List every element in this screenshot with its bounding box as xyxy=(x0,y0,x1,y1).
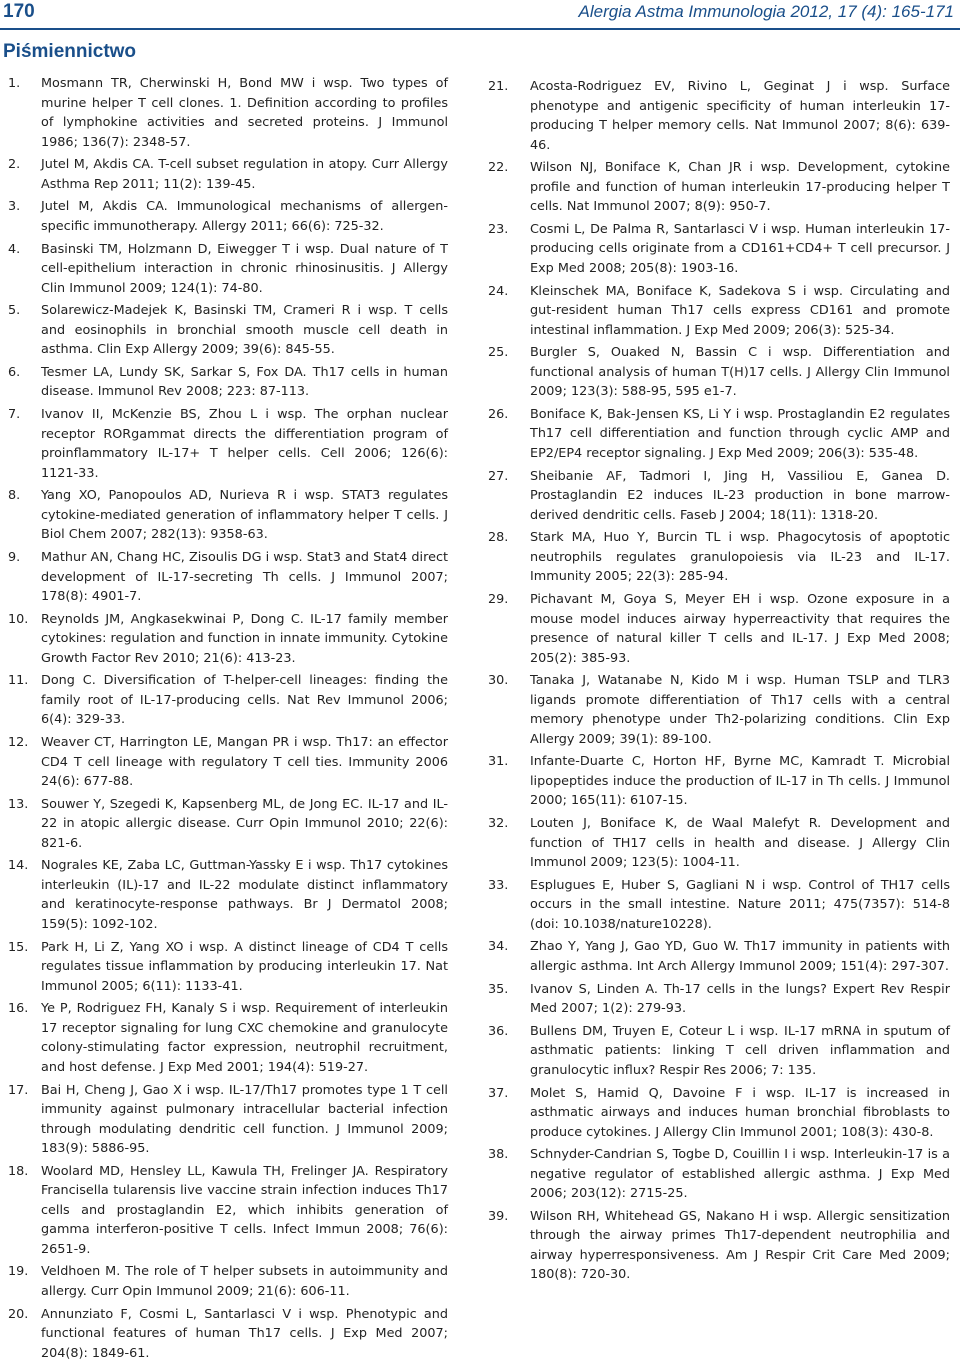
reference-number: 4. xyxy=(8,241,21,257)
reference-item xyxy=(8,610,448,669)
reference-text: Louten J, Boniface K, de Waal Malefyt R. Development and function of TH17 cells in health and disease. J Allergy Clin Immunol 2009; 123(5): 1004-11. xyxy=(530,816,950,871)
reference-item xyxy=(8,486,448,545)
reference-number: 29. xyxy=(488,592,509,607)
reference-text: Souwer Y, Szegedi K, Kapsenberg ML, de Jong EC. IL-17 and IL-22 in atopic allergic disease. Curr Opin Immunol 2010; 22(6): 821-6. xyxy=(41,796,448,851)
reference-item xyxy=(8,1162,448,1260)
reference-text: Jutel M, Akdis CA. Immunological mechanisms of allergen-specific immunotherapy. Allergy 2011; 66(6): 725-32. xyxy=(41,199,448,234)
reference-number: 12. xyxy=(8,735,29,751)
reference-number: 28. xyxy=(488,530,509,546)
reference-number: 1. xyxy=(8,76,21,91)
reference-text: Ivanov II, McKenzie BS, Zhou L i wsp. The orphan nuclear receptor RORgammat directs the differentiation program of proinflammatory IL-17+ T helper cells. Cell 2006; 126(6): 1121-33. xyxy=(41,407,448,481)
reference-item xyxy=(8,999,448,1077)
reference-text: Schnyder-Candrian S, Togbe D, Couillin I i wsp. Interleukin-17 is a negative regulator of established allergic asthma. J Exp Med 2006; 203(12): 2715-25. xyxy=(530,1147,950,1202)
reference-number: 17. xyxy=(8,1082,29,1098)
reference-number: 30. xyxy=(488,673,509,689)
reference-number: 20. xyxy=(8,1306,29,1322)
reference-text: Nograles KE, Zaba LC, Guttman-Yassky E i wsp. Th17 cytokines interleukin (IL)-17 and IL-22 modulate distinct inflammatory and keratinocyte-response pathways. Br J Dermatol 2008; 159(5): 1092-102. xyxy=(41,858,448,932)
reference-number: 25. xyxy=(488,345,509,361)
reference-number: 33. xyxy=(488,877,509,893)
reference-text: Ivanov S, Linden A. Th-17 cells in the lungs? Expert Rev Respir Med 2007; 1(2): 279-93. xyxy=(530,981,950,1017)
reference-text: Jutel M, Akdis CA. T-cell subset regulation in atopy. Curr Allergy Asthma Rep 2011; 11(2): 139-45. xyxy=(41,157,448,192)
reference-item xyxy=(488,590,950,668)
header-divider xyxy=(0,28,960,30)
reference-number: 19. xyxy=(8,1264,29,1280)
reference-number: 11. xyxy=(8,673,29,689)
reference-number: 10. xyxy=(8,611,29,627)
reference-text: Burgler S, Ouaked N, Bassin C i wsp. Differentiation and functional analysis of human T(H)17 cells. J Allergy Clin Immunol 2009; 123(3): 588-95, 595 e1-7. xyxy=(530,345,950,400)
reference-item xyxy=(8,74,448,152)
reference-item xyxy=(488,220,950,279)
reference-text: Basinski TM, Holzmann D, Eiwegger T i wsp. Dual nature of T cell-epithelium interaction in chronic rhinosinusitis. J Allergy Clin Immunol 2009; 124(1): 74-80. xyxy=(41,241,448,296)
reference-text: Yang XO, Panopoulos AD, Nurieva R i wsp. STAT3 regulates cytokine-mediated generation of inflammatory helper T cells. J Biol Chem 2007; 282(13): 9358-63. xyxy=(41,488,448,543)
reference-number: 5. xyxy=(8,303,21,319)
reference-text: Esplugues E, Huber S, Gagliani N i wsp. Control of TH17 cells occurs in the small intestine. Nature 2011; 475(7357): 514-8 (doi: 10.1038/nature10228). xyxy=(530,877,950,932)
reference-item xyxy=(8,1305,448,1364)
reference-text: Woolard MD, Hensley LL, Kawula TH, Frelinger JA. Respiratory Francisella tularensis live vaccine strain infection induces Th17 cells and prostaglandin E2, which inhibits generation of gamma interferon-positive T cells. Infect Immun 2008; 76(6): 2651-9. xyxy=(41,1163,448,1257)
reference-text: Tesmer LA, Lundy SK, Sarkar S, Fox DA. Th17 cells in human disease. Immunol Rev 2008; 223: 87-113. xyxy=(41,364,448,400)
reference-item xyxy=(488,980,950,1019)
reference-number: 38. xyxy=(488,1147,509,1163)
reference-text: Bullens DM, Truyen E, Coteur L i wsp. IL-17 mRNA in sputum of asthmatic patients: linking T cell driven inflammation and granulocytic influx? Respir Res 2006; 7: 135. xyxy=(530,1023,950,1078)
reference-item xyxy=(488,282,950,341)
reference-item xyxy=(8,363,448,402)
page-header xyxy=(0,0,960,26)
reference-number: 3. xyxy=(8,199,21,215)
reference-number: 15. xyxy=(8,939,29,955)
reference-text: Reynolds JM, Angkasekwinai P, Dong C. IL-17 family member cytokines: regulation and function in innate immunity. Cytokine Growth Factor Rev 2010; 21(6): 413-23. xyxy=(41,611,448,666)
reference-item xyxy=(488,814,950,873)
reference-item xyxy=(488,1084,950,1143)
reference-text: Stark MA, Huo Y, Burcin TL i wsp. Phagocytosis of apoptotic neutrophils regulates granulopoiesis via IL-23 and IL-17. Immunity 2005; 22(3): 285-94. xyxy=(530,530,950,585)
reference-number: 34. xyxy=(488,939,509,955)
reference-text: Bai H, Cheng J, Gao X i wsp. IL-17/Th17 promotes type 1 T cell immunity against pulmonary intracellular bacterial infection through modulating dendritic cell function. J Immunol 2009; 183(9): 5886-95. xyxy=(41,1082,448,1156)
reference-item xyxy=(488,671,950,749)
reference-number: 35. xyxy=(488,981,509,997)
reference-item xyxy=(488,405,950,464)
reference-text: Solarewicz-Madejek K, Basinski TM, Crameri R i wsp. T cells and eosinophils in bronchial smooth muscle cell death in asthma. Clin Exp Allergy 2009; 39(6): 845-55. xyxy=(41,303,448,358)
reference-item xyxy=(8,301,448,360)
reference-number: 2. xyxy=(8,157,21,173)
reference-item xyxy=(488,343,950,402)
reference-text: Mosmann TR, Cherwinski H, Bond MW i wsp. Two types of murine helper T cell clones. 1. Definition according to profiles of lymphokine activities and secreted proteins. J Immunol 1986; 136(7): 2348-57. xyxy=(41,76,448,150)
reference-item xyxy=(8,671,448,730)
reference-item xyxy=(8,795,448,854)
reference-number: 37. xyxy=(488,1085,509,1101)
reference-number: 14. xyxy=(8,858,29,874)
reference-item xyxy=(488,77,950,155)
reference-text: Pichavant M, Goya S, Meyer EH i wsp. Ozone exposure in a mouse model induces airway hyperreactivity that requires the presence of natural killer T cells and IL-17. J Exp Med 2008; 205(2): 385-93. xyxy=(530,592,950,666)
reference-text: Veldhoen M. The role of T helper subsets in autoimmunity and allergy. Curr Opin Immunol 2009; 21(6): 606-11. xyxy=(41,1264,448,1299)
reference-text: Wilson RH, Whitehead GS, Nakano H i wsp. Allergic sensitization through the airway primes Th17-dependent neutrophilia and airway hyperresponsiveness. Am J Respir Crit Care Med 2009; 180(8): 720-30. xyxy=(530,1208,950,1283)
reference-item xyxy=(8,405,448,483)
reference-text: Boniface K, Bak-Jensen KS, Li Y i wsp. Prostaglandin E2 regulates Th17 cell differentiation and function through cyclic AMP and EP2/EP4 receptor signaling. J Exp Med 2009; 206(3): 535-48. xyxy=(530,406,950,461)
reference-number: 8. xyxy=(8,488,21,504)
reference-item xyxy=(488,467,950,526)
reference-text: Kleinschek MA, Boniface K, Sadekova S i wsp. Circulating and gut-resident human Th17 cells express CD161 and promote intestinal inflammation. J Exp Med 2009; 206(3): 525-34. xyxy=(530,283,950,338)
reference-text: Dong C. Diversification of T-helper-cell lineages: finding the family root of IL-17-producing cells. Nat Rev Immunol 2006; 6(4): 329-33. xyxy=(41,673,448,728)
reference-number: 6. xyxy=(8,364,21,380)
page-number: 170 xyxy=(3,1,35,22)
reference-item xyxy=(488,158,950,217)
reference-text: Mathur AN, Chang HC, Zisoulis DG i wsp. Stat3 and Stat4 direct development of IL-17-secreting Th cells. J Immunol 2007; 178(8): 4901-7. xyxy=(41,550,448,604)
reference-number: 13. xyxy=(8,796,29,812)
reference-number: 9. xyxy=(8,550,21,565)
reference-number: 7. xyxy=(8,407,21,423)
reference-number: 39. xyxy=(488,1208,509,1224)
references-right-column xyxy=(488,77,950,1288)
reference-number: 16. xyxy=(8,1001,29,1017)
reference-item xyxy=(8,197,448,236)
reference-item xyxy=(488,1022,950,1081)
reference-number: 31. xyxy=(488,754,509,770)
reference-number: 36. xyxy=(488,1023,509,1039)
reference-item xyxy=(488,752,950,811)
reference-item xyxy=(8,856,448,934)
reference-item xyxy=(8,548,448,607)
reference-number: 22. xyxy=(488,160,509,176)
reference-text: Cosmi L, De Palma R, Santarlasci V i wsp. Human interleukin 17-producing cells originate from a CD161+CD4+ T cell precursor. J Exp Med 2008; 205(8): 1903-16. xyxy=(530,221,950,276)
reference-text: Weaver CT, Harrington LE, Mangan PR i wsp. Th17: an effector CD4 T cell lineage with regulatory T cell ties. Immunity 2006 24(6): 677-88. xyxy=(41,735,448,790)
reference-item xyxy=(488,1207,950,1285)
reference-item xyxy=(8,1262,448,1301)
reference-item xyxy=(8,938,448,997)
reference-item xyxy=(488,876,950,935)
reference-text: Infante-Duarte C, Horton HF, Byrne MC, Kamradt T. Microbial lipopeptides induce the production of IL-17 in Th cells. J Immunol 2000; 165(11): 6107-15. xyxy=(530,754,950,809)
reference-item xyxy=(488,1145,950,1204)
reference-number: 32. xyxy=(488,816,509,832)
reference-text: Wilson NJ, Boniface K, Chan JR i wsp. Development, cytokine profile and function of human interleukin 17-producing helper T cells. Nat Immunol 2007; 8(9): 950-7. xyxy=(530,160,950,215)
reference-text: Molet S, Hamid Q, Davoine F i wsp. IL-17 is increased in asthmatic airways and induces human bronchial fibroblasts to produce cytokines. J Allergy Clin Immunol 2001; 108(3): 430-8. xyxy=(530,1085,950,1140)
reference-item xyxy=(8,1081,448,1159)
reference-text: Tanaka J, Watanabe N, Kido M i wsp. Human TSLP and TLR3 ligands promote differentiation of Th17 cells with a central memory phenotype under Th2-polarizing conditions. Clin Exp Allergy 2009; 39(1): 89-100. xyxy=(530,673,950,747)
section-title: Piśmiennictwo xyxy=(3,41,137,62)
reference-text: Ye P, Rodriguez FH, Kanaly S i wsp. Requirement of interleukin 17 receptor signaling for lung CXC chemokine and granulocyte colony-stimulating factor expression, neutrophil recruitment, and host defense. J Exp Med 2001; 194(4): 519-27. xyxy=(41,1001,448,1075)
reference-number: 27. xyxy=(488,468,509,484)
reference-item xyxy=(8,240,448,299)
reference-text: Park H, Li Z, Yang XO i wsp. A distinct lineage of CD4 T cells regulates tissue inflammation by producing interleukin 17. Nat Immunol 2005; 6(11): 1133-41. xyxy=(41,939,448,994)
reference-item xyxy=(488,528,950,587)
reference-number: 18. xyxy=(8,1163,29,1179)
reference-item xyxy=(8,733,448,792)
reference-number: 21. xyxy=(488,79,509,94)
reference-number: 26. xyxy=(488,406,509,422)
reference-text: Annunziato F, Cosmi L, Santarlasci V i wsp. Phenotypic and functional features of human Th17 cells. J Exp Med 2007; 204(8): 1849-61. xyxy=(41,1306,448,1361)
reference-number: 24. xyxy=(488,283,509,299)
reference-text: Zhao Y, Yang J, Gao YD, Guo W. Th17 immunity in patients with allergic asthma. Int Arch Allergy Immunol 2009; 151(4): 297-307. xyxy=(530,939,950,974)
reference-number: 23. xyxy=(488,221,509,237)
journal-title: Alergia Astma Immunologia 2012, 17 (4): 165-171 xyxy=(578,2,954,21)
reference-item xyxy=(488,937,950,976)
reference-text: Sheibanie AF, Tadmori I, Jing H, Vassiliou E, Ganea D. Prostaglandin E2 induces IL-23 production in bone marrow-derived dendritic cells. Faseb J 2004; 18(11): 1318-20. xyxy=(530,468,950,523)
reference-text: Acosta-Rodriguez EV, Rivino L, Geginat J i wsp. Surface phenotype and antigenic specificity of human interleukin 17-producing T helper memory cells. Nat Immunol 2007; 8(6): 639-46. xyxy=(530,79,950,153)
references-left-column xyxy=(8,74,448,1366)
reference-item xyxy=(8,155,448,194)
